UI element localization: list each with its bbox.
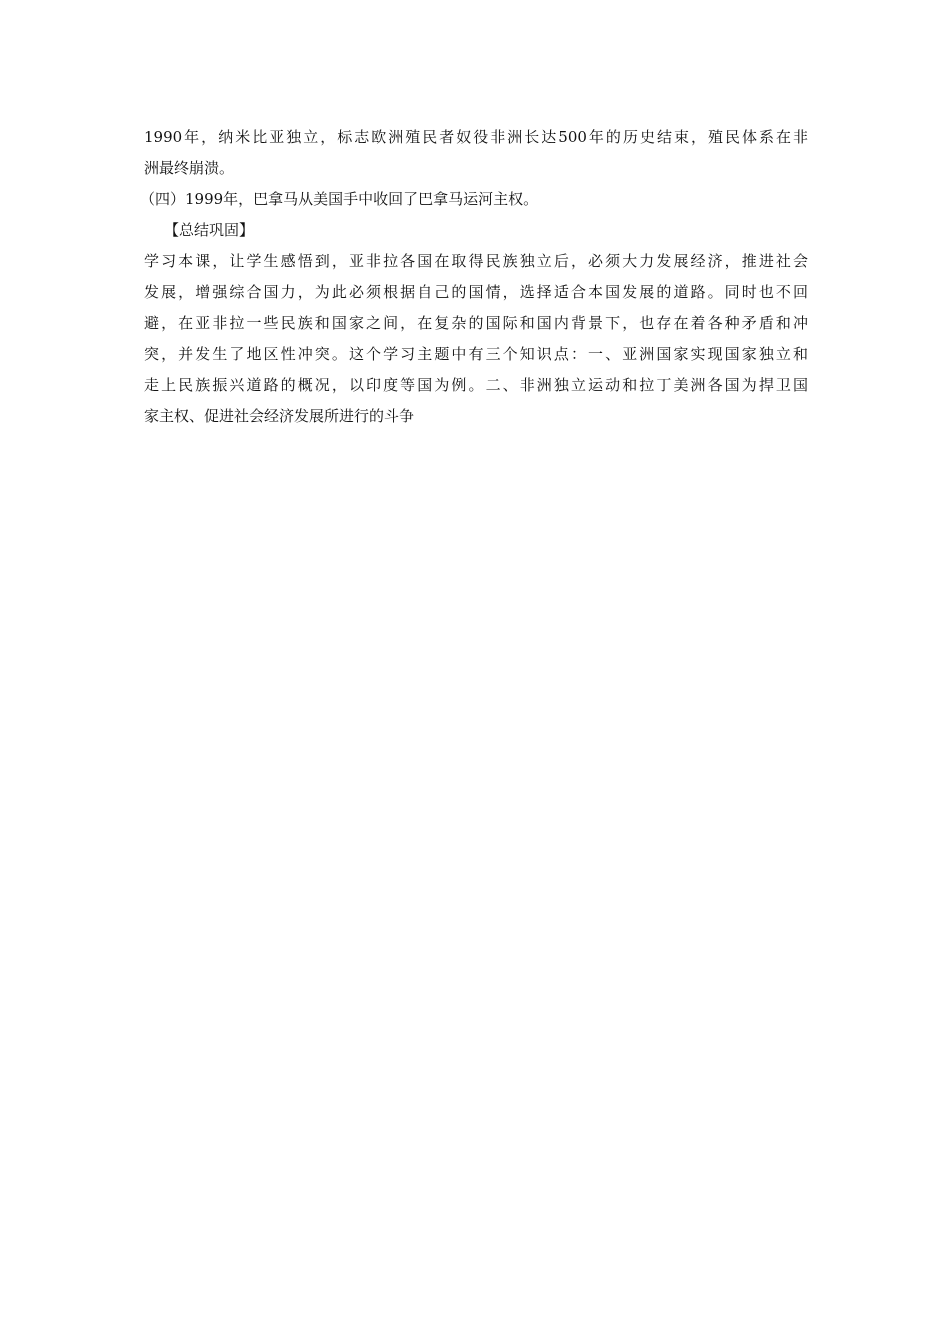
paragraph-line: 发展，增强综合国力，为此必须根据自己的国情，选择适合本国发展的道路。同时也不回 bbox=[144, 283, 808, 301]
document-body bbox=[140, 122, 808, 432]
paragraph-line: 突，并发生了地区性冲突。这个学习主题中有三个知识点：一、亚洲国家实现国家独立和 bbox=[144, 345, 808, 363]
paragraph-line: 家主权、促进社会经济发展所进行的斗争 bbox=[144, 407, 415, 425]
paragraph-line: （四）1999年，巴拿马从美国手中收回了巴拿马运河主权。 bbox=[140, 190, 539, 208]
paragraph-summary bbox=[144, 246, 808, 432]
paragraph-line: 洲最终崩溃。 bbox=[144, 159, 235, 177]
paragraph-line: 学习本课，让学生感悟到，亚非拉各国在取得民族独立后，必须大力发展经济，推进社会 bbox=[144, 252, 808, 270]
section-heading: 【总结巩固】 bbox=[164, 221, 255, 239]
section-heading-summary bbox=[144, 215, 808, 246]
paragraph-line: 1990年，纳米比亚独立，标志欧洲殖民者奴役非洲长达500年的历史结束，殖民体系在非 bbox=[144, 128, 808, 146]
paragraph-panama-canal bbox=[140, 184, 808, 215]
paragraph-line: 走上民族振兴道路的概况，以印度等国为例。二、非洲独立运动和拉丁美洲各国为捍卫国 bbox=[144, 376, 808, 394]
paragraph-namibia-independence bbox=[144, 122, 808, 184]
paragraph-line: 避，在亚非拉一些民族和国家之间，在复杂的国际和国内背景下，也存在着各种矛盾和冲 bbox=[144, 314, 808, 332]
